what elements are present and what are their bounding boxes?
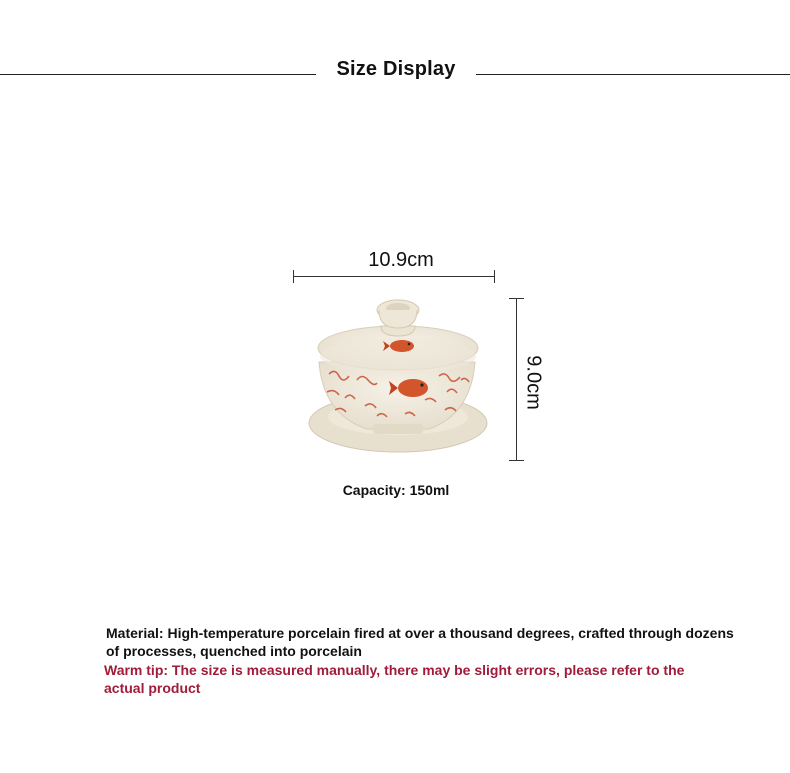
width-dimension-label: 10.9cm [368, 249, 434, 271]
width-dimension-tick-right [494, 270, 495, 283]
height-dimension-line [516, 298, 517, 461]
material-description: Material: High-temperature porcelain fired at over a thousand degrees, crafted through dozens of processes, quenched into porcelain [106, 625, 734, 659]
gaiwan-teacup-image [305, 296, 490, 458]
header-rule-right [476, 74, 790, 75]
warm-tip-note: Warm tip: The size is measured manually, there may be slight errors, please refer to the actual product [104, 662, 685, 696]
width-dimension-line [294, 276, 494, 277]
page-title: Size Display [336, 58, 456, 80]
height-dimension-tick-bottom [509, 460, 524, 461]
height-dimension-label: 9.0cm [522, 355, 545, 410]
header-rule-left [0, 74, 316, 75]
capacity-label: Capacity: 150ml [342, 482, 450, 498]
